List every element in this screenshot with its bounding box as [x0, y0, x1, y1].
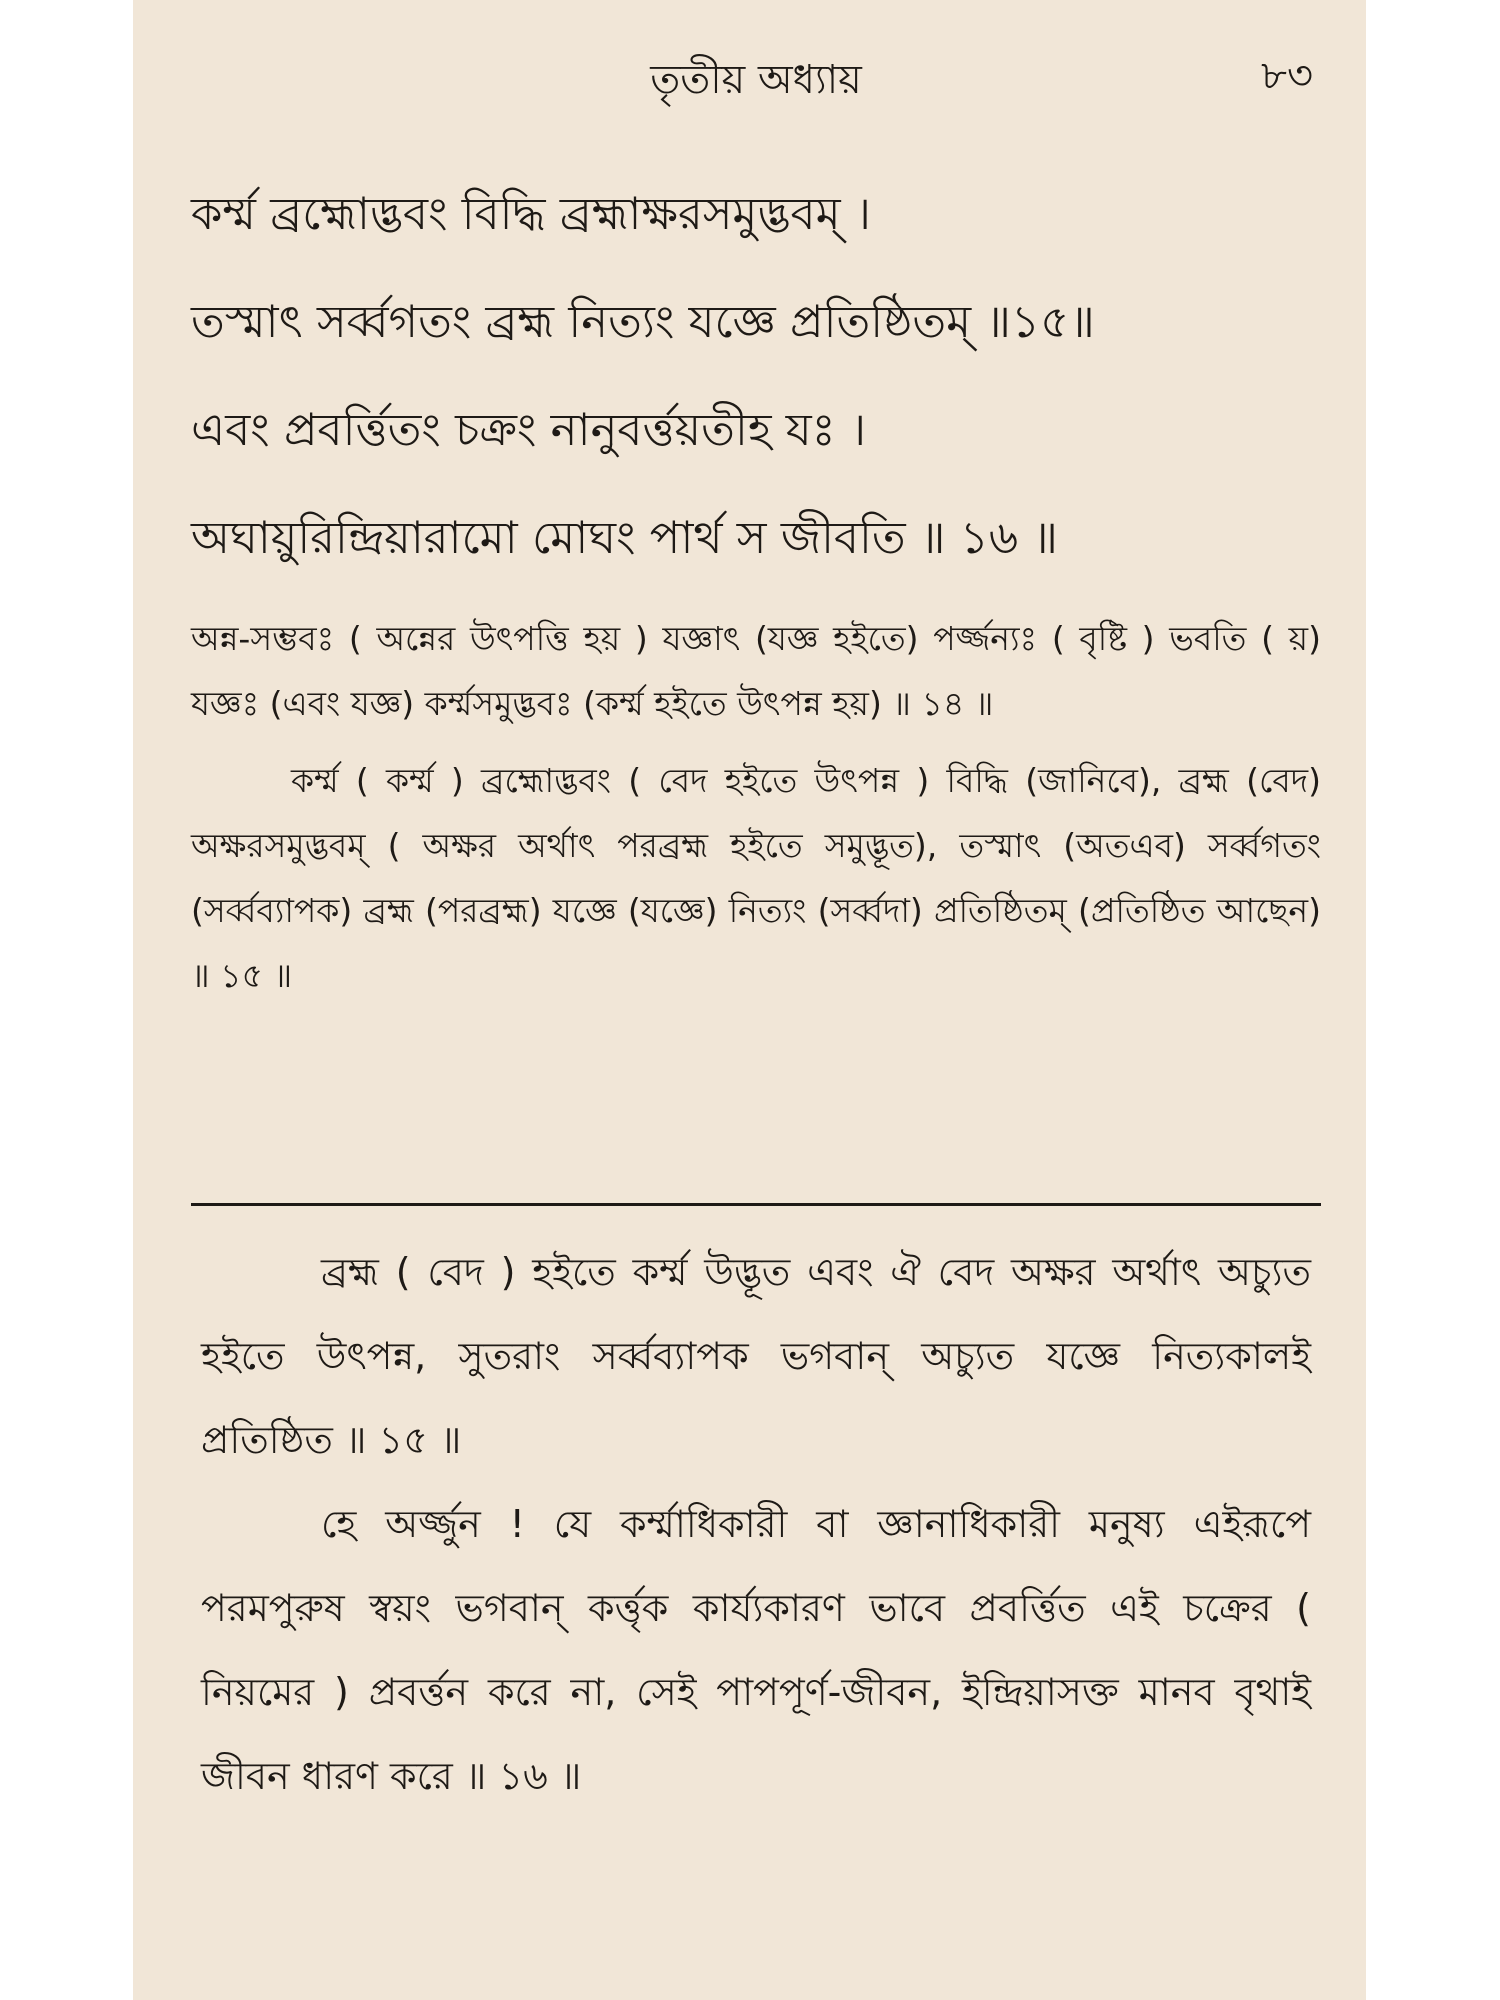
verse-line: এবং প্রবর্ত্তিতং চক্রং নানুবর্ত্তয়তীহ যঃ । — [191, 403, 867, 456]
verse-line: অঘায়ুরিন্দ্রিয়ারামো মোঘং পার্থ স জীবতি ॥ ১৬ ॥ — [191, 511, 1058, 564]
section-divider — [191, 1203, 1321, 1206]
running-header — [191, 42, 1321, 102]
gloss-paragraph: অন্ন-সম্ভবঃ ( অন্নের উৎপত্তি হয় ) যজ্ঞাৎ (যজ্ঞ হইতে) পর্জ্জন্যঃ ( বৃষ্টি ) ভবতি ( য়) যজ্ঞঃ (এবং যজ্ঞ) কর্ম্মসমুদ্ভবঃ (কর্ম্ম হইতে উৎপন্ন হয়) ॥ ১৪ ॥ — [191, 619, 1321, 723]
chapter-title: তৃতীয় অধ্যায় — [650, 57, 862, 103]
verse-line: তস্মাৎ সর্ব্বগতং ব্রহ্ম নিত্যং যজ্ঞে প্রতিষ্ঠিতম্ ॥১৫॥ — [191, 295, 1095, 348]
gloss-paragraph: কর্ম্ম ( কর্ম্ম ) ব্রহ্মোদ্ভবং ( বেদ হইতে উৎপন্ন ) বিদ্ধি (জানিবে), ব্রহ্ম (বেদ) অক্ষরসমুদ্ভবম্ ( অক্ষর অর্থাৎ পরব্রহ্ম হইতে সমুদ্ভূত), তস্মাৎ (অতএব) সর্ব্বগতং (সর্ব্বব্যাপক) ব্রহ্ম (পরব্রহ্ম) যজ্ঞে (যজ্ঞে) নিত্যং (সর্ব্বদা) প্রতিষ্ঠিতম্ (প্রতিষ্ঠিত আছেন) ॥ ১৫ ॥ — [191, 761, 1321, 995]
word-meanings — [191, 606, 1321, 1020]
book-page — [133, 0, 1366, 2000]
translation-paragraph: হে অর্জ্জুন ! যে কর্ম্মাধিকারী বা জ্ঞানাধিকারী মনুষ্য এইরূপে পরমপুরুষ স্বয়ং ভগবান্ কর্ত্তৃক কার্য্যকারণ ভাবে প্রবর্ত্তিত এই চক্রের ( নিয়মের ) প্রবর্ত্তন করে না, সেই পাপপূর্ণ-জীবন, ইন্দ্রিয়াসক্ত মানব বৃথাই জীবন ধারণ করে ॥ ১৬ ॥ — [201, 1502, 1311, 1798]
sanskrit-verses — [191, 160, 1321, 592]
verse-line: কর্ম্ম ব্রহ্মোদ্ভবং বিদ্ধি ব্রহ্মাক্ষরসমুদ্ভবম্ । — [191, 187, 871, 240]
translation-paragraph: ব্রহ্ম ( বেদ ) হইতে কর্ম্ম উদ্ভূত এবং ঐ বেদ অক্ষর অর্থাৎ অচ্যুত হইতে উৎপন্ন, সুতরাং সর্ব্বব্যাপক ভগবান্ অচ্যুত যজ্ঞে নিত্যকালই প্রতিষ্ঠিত ॥ ১৫ ॥ — [201, 1250, 1311, 1462]
translation — [201, 1230, 1311, 1818]
page-number: ৮৩ — [1261, 53, 1313, 99]
